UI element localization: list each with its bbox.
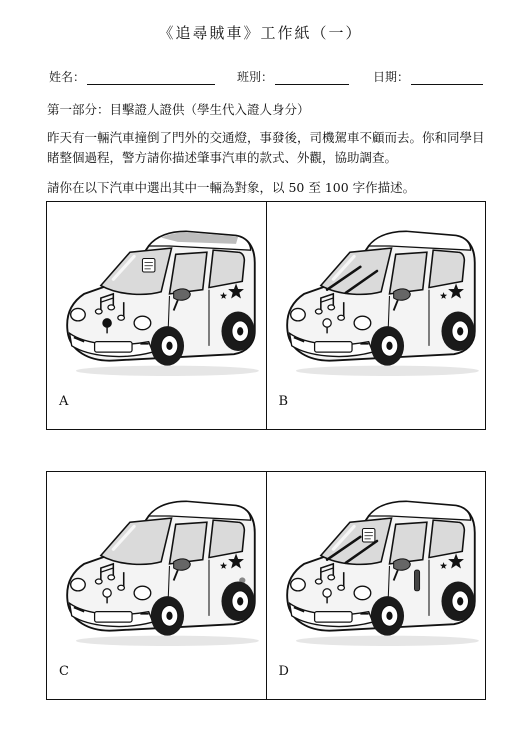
section-heading: 第一部分：目擊證人證供（學生代入證人身分） [47, 102, 310, 117]
car-option-label: D [278, 664, 289, 679]
date-blank-line[interactable] [411, 70, 483, 85]
car-grid-bottom [46, 471, 486, 700]
car-option-cell[interactable] [47, 202, 266, 429]
class-blank-line[interactable] [275, 70, 349, 85]
name-field [49, 68, 215, 85]
car-option-cell[interactable] [266, 202, 486, 429]
car-option-cell[interactable] [47, 472, 266, 699]
car-option-cell[interactable] [266, 472, 486, 699]
instruction-text: 請你在以下汽車中選出其中一輛為對象，以 50 至 100 字作描述。 [47, 180, 416, 195]
name-label: 姓名： [49, 70, 86, 84]
car-illustration [273, 484, 481, 652]
worksheet-title: 《追尋賊車》工作紙（一） [158, 24, 363, 42]
scenario-paragraph: 昨天有一輛汽車撞倒了門外的交通燈，事發後，司機駕車不顧而去。你和同學目睹整個過程，警方請你描述肇事汽車的款式、外觀，協助調查。 [47, 130, 485, 165]
car-option-label: A [59, 394, 69, 409]
date-field [373, 68, 483, 85]
car-option-label: B [278, 394, 289, 409]
car-grid-top [46, 201, 486, 430]
car-illustration [53, 214, 261, 382]
student-info-fields [47, 68, 487, 88]
class-label: 班別： [237, 70, 274, 84]
car-illustration [53, 484, 261, 652]
date-label: 日期： [373, 70, 410, 84]
class-field [237, 68, 349, 85]
name-blank-line[interactable] [87, 70, 215, 85]
car-option-label: C [59, 664, 69, 679]
car-illustration [273, 214, 481, 382]
